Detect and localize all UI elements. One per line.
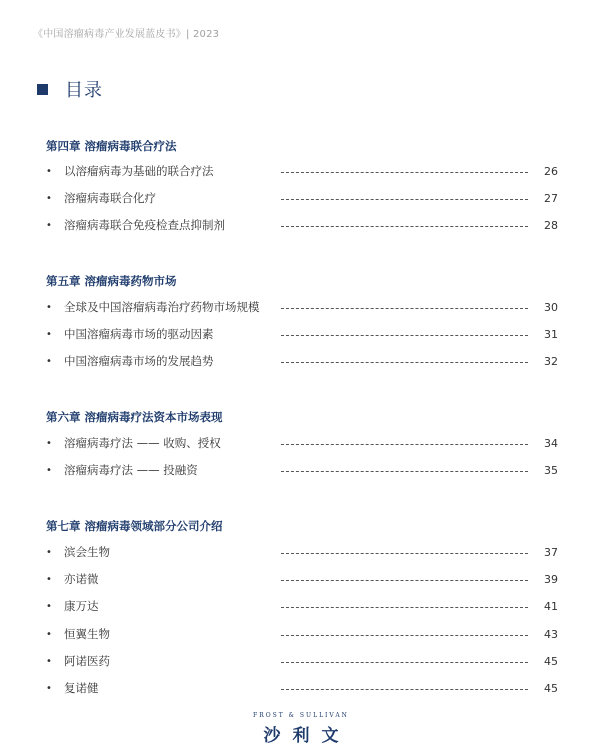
dotted-leader bbox=[281, 689, 528, 690]
entry-title: 复诺健 bbox=[64, 681, 99, 695]
square-bullet-icon bbox=[37, 84, 48, 95]
entry-title: 康万达 bbox=[64, 599, 99, 613]
dotted-leader bbox=[281, 308, 528, 309]
dotted-leader bbox=[281, 553, 528, 554]
chapter-4-title: 第四章 溶瘤病毒联合疗法 bbox=[46, 139, 177, 153]
bullet-icon: • bbox=[46, 437, 52, 449]
page-number: 45 bbox=[544, 654, 558, 668]
footer-logo bbox=[0, 712, 602, 746]
entry-title: 以溶瘤病毒为基础的联合疗法 bbox=[64, 164, 214, 178]
page-number: 39 bbox=[544, 572, 558, 586]
chapter-7-title: 第七章 溶瘤病毒领域部分公司介绍 bbox=[46, 519, 223, 533]
dotted-leader bbox=[281, 662, 528, 663]
toc-heading bbox=[37, 76, 103, 102]
bullet-icon: • bbox=[46, 355, 52, 367]
toc-entry[interactable] bbox=[46, 571, 558, 587]
bullet-icon: • bbox=[46, 573, 52, 585]
bullet-icon: • bbox=[46, 165, 52, 177]
entry-title: 亦诺微 bbox=[64, 572, 99, 586]
bullet-icon: • bbox=[46, 682, 52, 694]
page-number: 37 bbox=[544, 545, 558, 559]
bullet-icon: • bbox=[46, 219, 52, 231]
toc-entry[interactable] bbox=[46, 190, 558, 206]
toc-entry[interactable] bbox=[46, 163, 558, 179]
toc-entry[interactable] bbox=[46, 462, 558, 478]
entry-title: 恒翼生物 bbox=[64, 627, 110, 641]
toc-entry[interactable] bbox=[46, 626, 558, 642]
bullet-icon: • bbox=[46, 655, 52, 667]
page-number: 27 bbox=[544, 191, 558, 205]
logo-chinese: 沙利文 bbox=[263, 726, 351, 746]
toc-entry[interactable] bbox=[46, 435, 558, 451]
dotted-leader bbox=[281, 335, 528, 336]
entry-title: 全球及中国溶瘤病毒治疗药物市场规模 bbox=[64, 300, 260, 314]
page-number: 28 bbox=[544, 218, 558, 232]
toc-entry[interactable] bbox=[46, 299, 558, 315]
dotted-leader bbox=[281, 226, 528, 227]
toc-entry[interactable] bbox=[46, 326, 558, 342]
logo-english: FROST & SULLIVAN bbox=[253, 712, 349, 719]
chapter-5-title: 第五章 溶瘤病毒药物市场 bbox=[46, 274, 177, 288]
bullet-icon: • bbox=[46, 464, 52, 476]
page-number: 30 bbox=[544, 300, 558, 314]
bullet-icon: • bbox=[46, 628, 52, 640]
bullet-icon: • bbox=[46, 600, 52, 612]
entry-title: 滨会生物 bbox=[64, 545, 110, 559]
bullet-icon: • bbox=[46, 546, 52, 558]
dotted-leader bbox=[281, 580, 528, 581]
dotted-leader bbox=[281, 172, 528, 173]
dotted-leader bbox=[281, 607, 528, 608]
toc-title: 目录 bbox=[65, 80, 103, 101]
entry-title: 中国溶瘤病毒市场的驱动因素 bbox=[64, 327, 214, 341]
toc-entry[interactable] bbox=[46, 353, 558, 369]
bullet-icon: • bbox=[46, 328, 52, 340]
entry-title: 溶瘤病毒疗法 —— 投融资 bbox=[64, 463, 198, 477]
bullet-icon: • bbox=[46, 301, 52, 313]
running-header: 《中国溶瘤病毒产业发展蓝皮书》| 2023 bbox=[33, 29, 220, 40]
page-number: 41 bbox=[544, 599, 558, 613]
entry-title: 阿诺医药 bbox=[64, 654, 110, 668]
toc-entry[interactable] bbox=[46, 653, 558, 669]
page-number: 43 bbox=[544, 627, 558, 641]
dotted-leader bbox=[281, 471, 528, 472]
bullet-icon: • bbox=[46, 192, 52, 204]
toc-entry[interactable] bbox=[46, 544, 558, 560]
dotted-leader bbox=[281, 362, 528, 363]
page-number: 32 bbox=[544, 354, 558, 368]
page-number: 26 bbox=[544, 164, 558, 178]
dotted-leader bbox=[281, 635, 528, 636]
page-number: 31 bbox=[544, 327, 558, 341]
dotted-leader bbox=[281, 199, 528, 200]
entry-title: 中国溶瘤病毒市场的发展趋势 bbox=[64, 354, 214, 368]
page-number: 45 bbox=[544, 681, 558, 695]
entry-title: 溶瘤病毒疗法 —— 收购、授权 bbox=[64, 436, 221, 450]
entry-title: 溶瘤病毒联合免疫检查点抑制剂 bbox=[64, 218, 225, 232]
toc-entry[interactable] bbox=[46, 680, 558, 696]
dotted-leader bbox=[281, 444, 528, 445]
toc-entry[interactable] bbox=[46, 598, 558, 614]
page-number: 35 bbox=[544, 463, 558, 477]
toc-entry[interactable] bbox=[46, 217, 558, 233]
entry-title: 溶瘤病毒联合化疗 bbox=[64, 191, 156, 205]
page-number: 34 bbox=[544, 436, 558, 450]
chapter-6-title: 第六章 溶瘤病毒疗法资本市场表现 bbox=[46, 410, 223, 424]
